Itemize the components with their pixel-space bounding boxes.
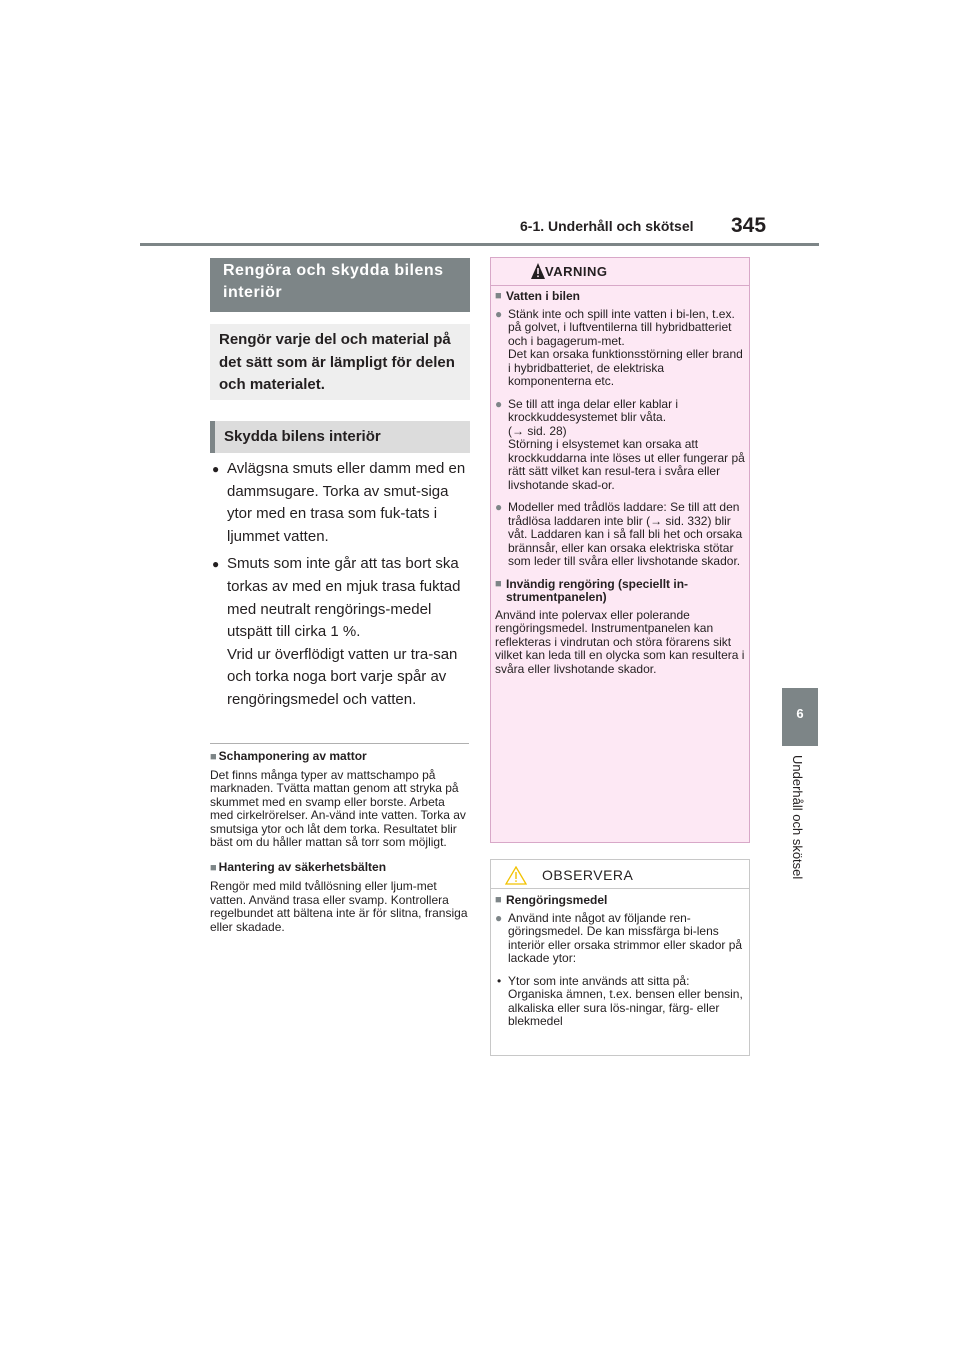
bullet-dot-icon: ● bbox=[495, 500, 503, 514]
list-item: ● Modeller med trådlös laddare: Se till att den trådlösa laddaren inte blir (→ sid. 332) blir våt. Laddaren kan i så fall bli het och orsaka brännsår, eller kan orsaka elektriska stötar som leder till svåra eller livshotande skador. bbox=[495, 500, 743, 568]
square-bullet-icon: ■ bbox=[210, 751, 217, 763]
warning-label: VARNING bbox=[545, 264, 608, 279]
warning-heading: ■ Vatten i bilen bbox=[495, 289, 581, 303]
list-item bbox=[210, 553, 472, 711]
bullet-dot-icon: ● bbox=[495, 306, 503, 321]
notice-content bbox=[495, 894, 745, 1029]
notice-label: OBSERVERA bbox=[542, 867, 634, 883]
warning-body: Använd inte polervax eller polerande rengöringsmedel. Instrumentpanelen kan reflekteras i vindrutan och störa förarens sikt vilket kan leda till en olycka som kan resultera i svåra eller livshotande skador. bbox=[495, 607, 745, 676]
square-bullet-icon: ■ bbox=[210, 862, 217, 875]
sub-list-item: • Ytor som inte används att sitta på: Organiska ämnen, t.ex. bensen eller bensin, alkaliska eller sura lös-ningar, färg- eller blekmedel bbox=[497, 973, 743, 1028]
square-bullet-icon: ■ bbox=[495, 894, 502, 906]
divider bbox=[210, 743, 469, 744]
square-bullet-icon: ■ bbox=[495, 577, 502, 590]
bullet-dot-icon: ● bbox=[212, 557, 220, 572]
list-item: ● Använd inte något av följande ren-göringsmedel. De kan missfärga bi-lens interiör eller orsaka strimmor eller skador på lackade ytor: bbox=[495, 910, 743, 965]
warning-header bbox=[491, 258, 749, 286]
note-heading: ■ Hantering av säkerhetsbälten bbox=[210, 860, 387, 875]
square-bullet-icon: ■ bbox=[495, 290, 502, 302]
chapter-side-label-text: Underhåll och skötsel bbox=[790, 755, 805, 880]
notes bbox=[210, 749, 470, 945]
note-body: Rengör med mild tvållösning eller ljum-met vatten. Använd trasa eller svamp. Kontrollera regelbundet att bältena inte är för slitna, fransiga eller skadade. bbox=[210, 879, 468, 934]
bullet-list bbox=[210, 458, 472, 717]
bullet-dot-icon: ● bbox=[495, 396, 503, 411]
note-body: Det finns många typer av mattschampo på marknaden. Tvätta mattan genom att stryka på skummet med en svamp eller borste. Arbeta med cirkelrörelser. An-vänd inte vatten. Torka av smutsiga ytor och låt dem torka. Resultatet blir bäst om du håller mattan så torr som möjligt. bbox=[210, 768, 466, 850]
notice-heading: ■ Rengöringsmedel bbox=[495, 893, 608, 907]
running-header: 6-1. Underhåll och skötsel bbox=[520, 218, 694, 234]
page-reference: (→ sid. 28) bbox=[508, 423, 567, 438]
bullet-dot-icon: ● bbox=[212, 462, 220, 476]
chapter-side-label bbox=[787, 755, 811, 905]
small-bullet-icon: • bbox=[497, 973, 502, 988]
caution-triangle-icon bbox=[505, 866, 527, 885]
list-item: ● Se till att inga delar eller kablar i krockkuddesystemet blir våta. (→ sid. 28) Störning i elsystemet kan orsaka att krockkuddarna inte löses ut eller fungerar på rätt sätt vilket kan resul-tera i svåra eller livshotande skad-or. bbox=[495, 396, 745, 492]
list-item-text: Avlägsna smuts eller damm med en dammsugare. Torka av smut-siga ytor med en trasa som fuk-tats i ljummet vatten. bbox=[227, 460, 466, 545]
intro-text: Rengör varje del och material på det sätt som är lämpligt för delen och materialet. bbox=[219, 331, 455, 393]
page-number: 345 bbox=[731, 214, 767, 237]
list-item-text: Vrid ur överflödigt vatten ur tra-san och torka noga bort varje spår av rengöringsmedel och vatten. bbox=[227, 645, 458, 708]
subsection-title: Skydda bilens interiör bbox=[210, 421, 470, 453]
warning-heading: ■ Invändig rengöring (speciellt in-strumentpanelen) bbox=[495, 576, 689, 604]
warning-triangle-icon bbox=[531, 263, 545, 280]
header-rule bbox=[140, 243, 819, 246]
list-item-text: Smuts som inte går att tas bort ska torkas av med en mjuk trasa fuktad med neutralt rengörings-medel utspätt till cirka 1 %. bbox=[227, 555, 461, 641]
note-heading: ■ Schamponering av mattor bbox=[210, 749, 367, 763]
list-item: ● Stänk inte och spill inte vatten i bi-len, t.ex. på golvet, i luftventilerna till hybridbatteriet och i bagagerum-met. Det kan orsaka funktionsstörning eller brand i hybridbatteriet, de elektriska komponenterna etc. bbox=[495, 306, 743, 388]
bullet-dot-icon: ● bbox=[495, 910, 503, 925]
section-title: Rengöra och skydda bilens interiör bbox=[210, 258, 470, 312]
chapter-number: 6 bbox=[796, 706, 804, 721]
warning-content bbox=[495, 290, 745, 676]
chapter-tab bbox=[782, 688, 818, 746]
list-item bbox=[210, 458, 472, 548]
